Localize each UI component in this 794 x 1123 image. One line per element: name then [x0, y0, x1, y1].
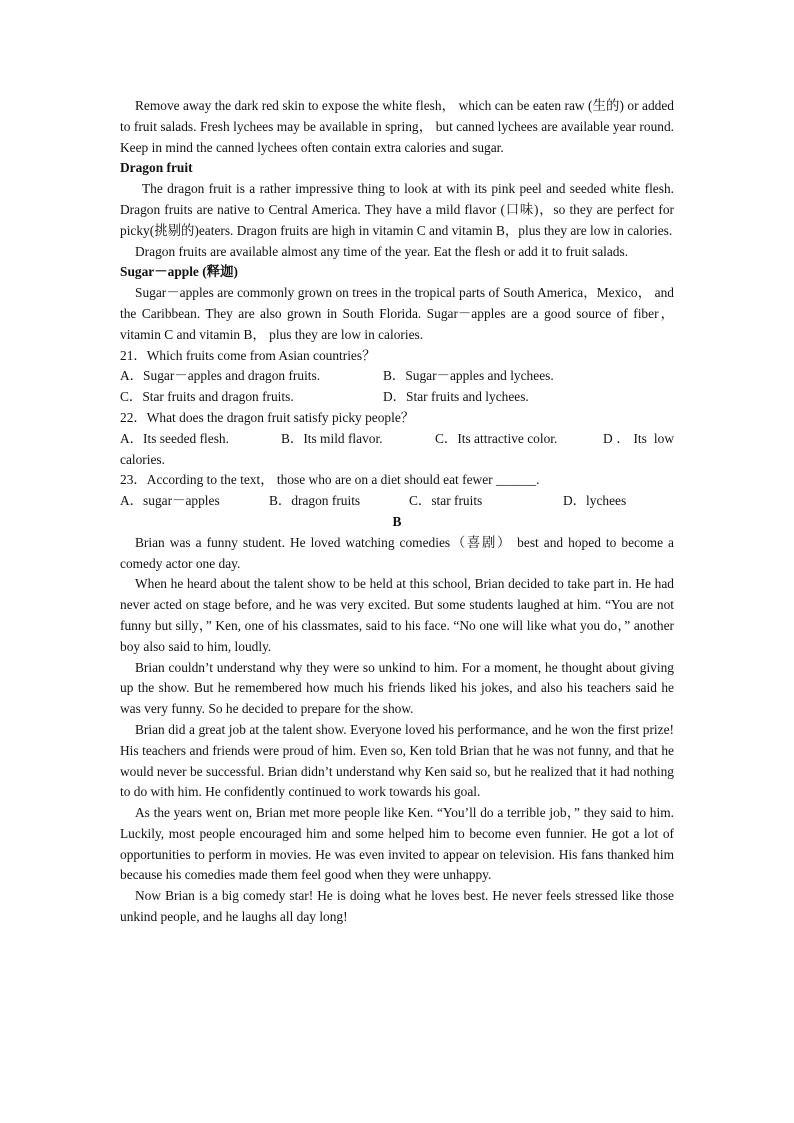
question-23-option-b: B．dragon fruits	[269, 493, 361, 509]
question-21-option-d: D．Star fruits and lychees.	[383, 389, 529, 405]
passage-b-paragraph-4: Brian did a great job at the talent show. Everyone loved his performance, and he won the first prize! His teachers and friends were proud of him. Even so, Ken told Brian that he was not funny, and that he would never be successful. Brian didn’t understand why Ken said so, but he realized that it had nothing to do with him. He confidently continued to work towards his goal.	[120, 721, 674, 800]
question-23-option-c: C．star fruits	[409, 493, 483, 509]
sugar-apple-paragraph: Sugar－apples are commonly grown on trees in the tropical parts of South America，Mexico， and the Caribbean. They are also grown in South Florida. Sugar－apples are a good source of fiber， vitamin C and vitamin B， plus they are low in calories.	[120, 285, 674, 342]
dragon-fruit-heading: Dragon fruit	[120, 160, 193, 176]
question-21-options-row-1	[120, 366, 674, 387]
lychee-paragraph: Remove away the dark red skin to expose the white flesh， which can be eaten raw (生的) or added to fruit salads. Fresh lychees may be available in spring， but canned lychees are available year round. Keep in mind the canned lychees often contain extra calories and sugar.	[120, 98, 674, 155]
question-21-option-a: A．Sugar－apples and dragon fruits.	[120, 368, 321, 384]
section-b-title: B	[392, 513, 402, 529]
question-22-stem: 22．What does the dragon fruit satisfy picky people？	[120, 409, 415, 425]
question-23-options	[120, 491, 674, 512]
question-21-option-c: C．Star fruits and dragon fruits.	[120, 389, 294, 405]
question-23-stem: 23．According to the text， those who are on a diet should eat fewer ______.	[120, 472, 540, 488]
question-22-options	[120, 429, 674, 471]
dragon-fruit-paragraph-1: The dragon fruit is a rather impressive thing to look at with its pink peel and seeded white flesh. Dragon fruits are native to Central America. They have a mild flavor (口味)，so they are perfect for picky(挑剔的)eaters. Dragon fruits are high in vitamin C and vitamin B，plus they are low in calories.	[120, 181, 674, 238]
question-21-options-row-2	[120, 387, 674, 408]
passage-b-paragraph-1: Brian was a funny student. He loved watching comedies（喜剧） best and hoped to become a comedy actor one day.	[120, 534, 674, 571]
passage-b-paragraph-6: Now Brian is a big comedy star! He is doing what he loves best. He never feels stressed like those unkind people, and he laughs all day long!	[120, 888, 674, 925]
passage-b-paragraph-5: As the years went on, Brian met more people like Ken. “You’ll do a terrible job，” they said to him. Luckily, most people encouraged him and some helped him to become even funnier. He got a lot of opportunities to perform in movies. He was even invited to appear on television. His fans thanked him because his comedies made them feel good when they were unhappy.	[120, 805, 674, 883]
question-23-option-a: A．sugar－apples	[120, 493, 220, 509]
passage-b-paragraph-3: Brian couldn’t understand why they were so unkind to him. For a moment, he thought about giving up the show. But he remembered how much his friends liked his jokes, and also his teachers said he was very funny. So he decided to prepare for the show.	[120, 659, 674, 717]
question-22-option-a: A．Its seeded flesh.	[120, 430, 229, 446]
question-21-option-b: B．Sugar－apples and lychees.	[383, 368, 554, 384]
question-21-stem: 21．Which fruits come from Asian countries？	[120, 347, 376, 363]
question-23-option-d: D．lychees	[563, 493, 627, 509]
question-22-option-b: B．Its mild flavor.	[281, 430, 383, 446]
sugar-apple-heading: Sugar－apple (释迦)	[120, 264, 238, 280]
passage-b-paragraph-2: When he heard about the talent show to be held at this school, Brian decided to take part in. He had never acted on stage before, and he was very excited. But some students laughed at him. “You are not funny but silly，” Ken, one of his classmates, said to his face. “No one will like what you do，” another boy also said to him, loudly.	[120, 576, 674, 654]
question-22-option-c: C．Its attractive color.	[435, 430, 558, 446]
document-page	[120, 96, 674, 928]
dragon-fruit-paragraph-2: Dragon fruits are available almost any time of the year. Eat the flesh or add it to fruit salads.	[135, 243, 629, 259]
question-22-option-d: D．Its low calories.	[120, 430, 674, 467]
